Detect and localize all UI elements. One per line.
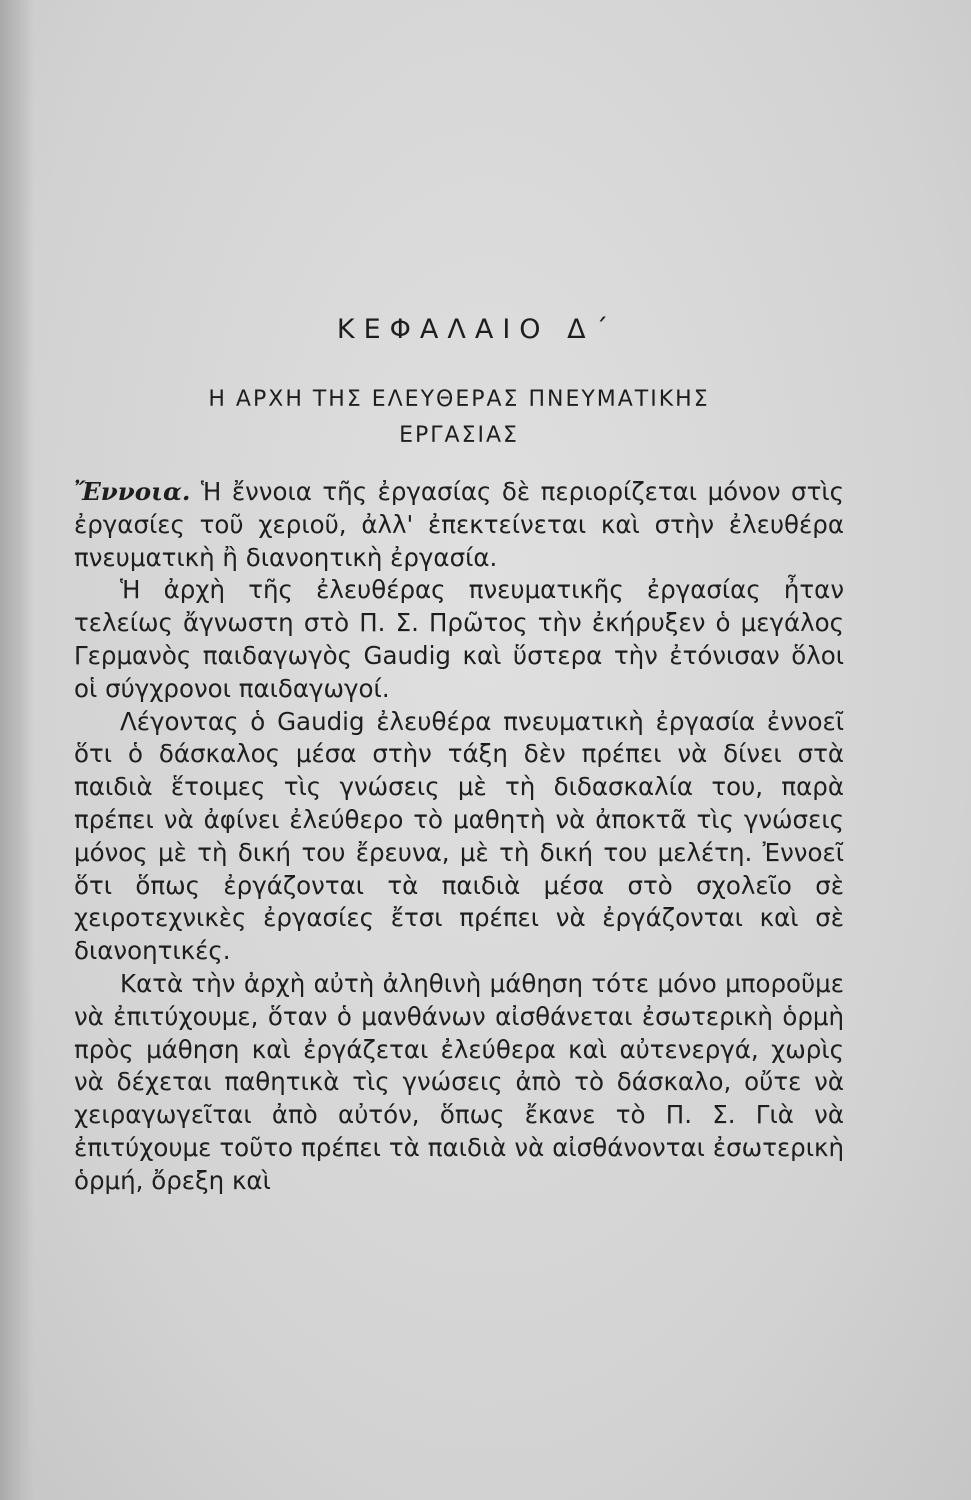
paragraph-true-learning: Κατὰ τὴν ἀρχὴ αὐτὴ ἀληθινὴ μάθηση τότε μόνο μποροῦμε νὰ ἐπιτύχουμε, ὅταν ὁ μανθάνων αἰσθάνεται ἐσωτερικὴ ὁρμὴ πρὸς μάθηση καὶ ἐργάζεται ἐλεύθερα καὶ αὐτενεργά, χωρὶς νὰ δέχεται παθητικὰ τὶς γνώσεις ἀπὸ τὸ δάσκαλο, οὔτε νὰ χειραγωγεῖται ἀπὸ αὐτόν, ὅπως ἔκανε τὸ Π. Σ. Γιὰ νὰ ἐπιτύχουμε τοῦτο πρέπει τὰ παιδιὰ νὰ αἰσθάνονται ἐσωτερικὴ ὁρμή, ὄρεξη καὶ (74, 968, 844, 1195)
paragraph-gaudig-meaning: Λέγοντας ὁ Gaudig ἐλευθέρα πνευματικὴ ἐργασία ἐννοεῖ ὅτι ὁ δάσκαλος μέσα στὴν τάξη δὲν πρέπει νὰ δίνει στὰ παιδιὰ ἕτοιμες τὶς γνώσεις μὲ τὴ διδασκαλία του, παρὰ πρέπει νὰ ἀφίνει ἐλεύθερο τὸ μαθητὴ νὰ ἀποκτᾶ τὶς γνώσεις μόνος μὲ τὴ δική του ἔρευνα, μὲ τὴ δική του μελέτη. Ἐννοεῖ ὅτι ὅπως ἐργάζονται τὰ παιδιὰ μέσα στὸ σχολεῖο σὲ χειροτεχνικὲς ἐργασίες ἔτσι πρέπει νὰ ἐργάζονται καὶ σὲ διανοητικές. (74, 706, 844, 966)
chapter-title-line-2: ΕΡΓΑΣΙΑΣ (399, 423, 519, 448)
chapter-title-line-1: Η ΑΡΧΗ ΤΗΣ ΕΛΕΥΘΕΡΑΣ ΠΝΕΥΜΑΤΙΚΗΣ (208, 387, 710, 412)
page-text-block (74, 308, 844, 1198)
chapter-title (74, 382, 844, 454)
paragraph-lead-word: Ἔννοια. (74, 477, 191, 506)
chapter-label: ΚΕΦΑΛΑΙΟ Δ΄ (336, 314, 618, 345)
page-binding-edge (0, 0, 34, 1500)
paragraph-concept-text: Ἡ ἔννοια τῆς ἐργασίας δὲ περιορίζεται μόνον στὶς ἐργασίες τοῦ χεριοῦ, ἀλλ' ἐπεκτείνεται καὶ στὴν ἐλευθέρα πνευματικὴ ἢ διανοητικὴ ἐργασία. (74, 477, 844, 572)
paragraph-concept (74, 476, 844, 574)
paragraph-principle-history: Ἡ ἀρχὴ τῆς ἐλευθέρας πνευματικῆς ἐργασίας ἦταν τελείως ἄγνωστη στὸ Π. Σ. Πρῶτος τὴν ἐκήρυξεν ὁ μεγάλος Γερμανὸς παιδαγωγὸς Gaudig καὶ ὕστερα τὴν ἐτόνισαν ὅλοι οἱ σύγχρονοι παιδαγωγοί. (74, 575, 844, 703)
